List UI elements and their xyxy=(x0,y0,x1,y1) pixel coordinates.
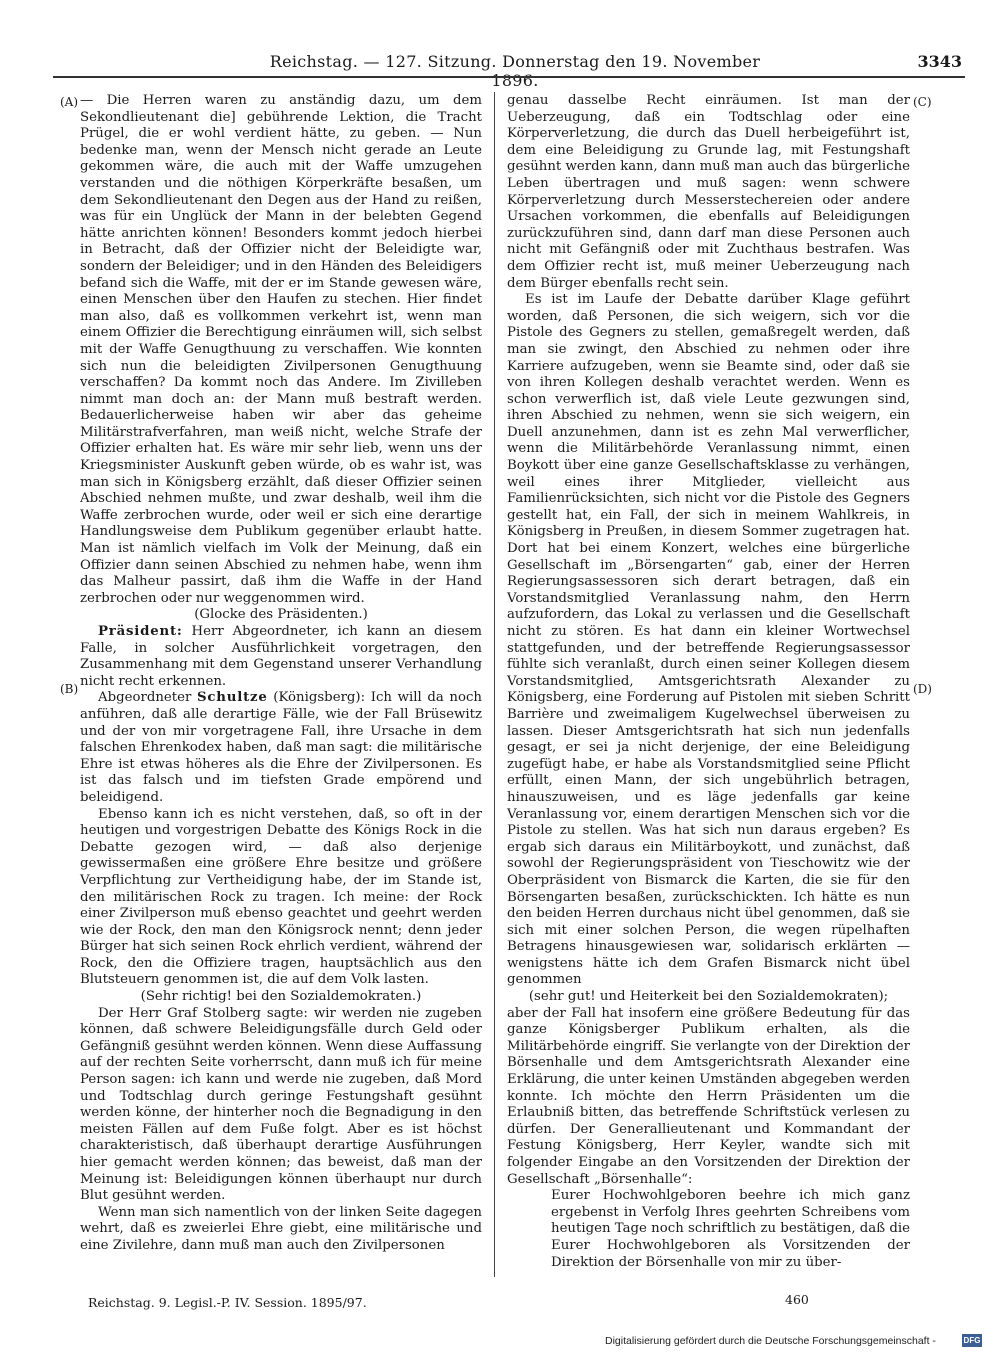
stage-direction: (sehr gut! und Heiterkeit bei den Sozialdemokraten); xyxy=(528,989,889,1005)
stage-direction: (Glocke des Präsidenten.) xyxy=(194,607,368,623)
right-column xyxy=(507,93,910,1271)
speaker-label: Präsident: xyxy=(98,624,183,639)
page-number: 3343 xyxy=(917,52,962,71)
margin-mark-a: (A) xyxy=(60,95,79,109)
running-title: Reichstag. — 127. Sitzung. Donnerstag den 19. November 1896. xyxy=(269,52,761,90)
remark-text: Herr Abgeordneter, ich kann an diesem Falle, in solcher Ausführlichkeit vorgetragen, den Zusammenhang mit dem Gegenstand unserer Verhandlung nicht recht erkennen. xyxy=(80,624,482,689)
paragraph: Es ist im Laufe der Debatte darüber Klage geführt worden, daß Personen, die sich weigern, sich vor die Pistole des Gegners zu stellen, gemaßregelt werden, daß man sie zwingt, den Abschied zu nehmen oder ihre Karriere aufzugeben, wenn sie Beamte sind, oder daß sie von ihren Kollegen deshalb verachtet werden. Wenn es schon verwerflich ist, daß viele Leute gezwungen sind, ihren Abschied zu nehmen, wenn sie sich weigern, ein Duell anzunehmen, dann ist es zehn Mal verwerflicher, wenn die Militärbehörde Veranlassung nimmt, einen Boykott über eine ganze Gesellschaftsklasse zu verhängen, weil eines ihrer Mitglieder, vielleicht aus Familienrücksichten, sich nicht vor die Pistole des Gegners gestellt hat, ein Fall, der sich in meinem Wahlkreis, in Königsberg in Preußen, in diesem Sommer zugetragen hat. Dort hat bei einem Konzert, welches eine bürgerliche Gesellschaft im „Börsengarten“ gab, einer der Herren Regierungsassessoren sich derart betragen, daß ein Vorstandsmitglied Veranlassung nahm, den Herrn aufzufordern, das Lokal zu verlassen und die Gesellschaft nicht zu stören. Es hat dann ein kleiner Wortwechsel stattgefunden, und der betreffende Regierungsassessor fühlte sich veranlaßt, durch einen seiner Kollegen diesem Vorstandsmitglied, Amtsgerichtsrath Alexander zu Königsberg, eine Forderung auf Pistolen mit sieben Schritt Barrière und zweimaligem Kugelwechsel überweisen zu lassen. Dieser Amtsgerichtsrath hat sich nun jedenfalls gesagt, er sei ja nicht derjenige, der eine Beleidigung zugefügt habe, er habe als Vorstandsmitglied seine Pflicht erfüllt, einen Mann, der sich ungebührlich betragen, hinauszuweisen, und es läge jedenfalls gar keine Veranlassung vor, einem derartigen Menschen sich vor die Pistole zu stellen. Was hat sich nun daraus ergeben? Es ergab sich daraus ein Militärboykott, und zunächst, daß sowohl der Regierungspräsident von Tieschowitz wie der Oberpräsident von Bismarck die Karten, die sie für den Börsengarten besaßen, zurückschickten. Ich hätte es nun den beiden Herren durchaus nicht übel genommen, daß sie sich mit einer solchen Person, die wegen rüpelhaften Betragens hinausgewiesen war, solidarisch erklärten — wenigstens hätte ich dem Grafen Bismarck nicht übel genommen xyxy=(507,292,910,988)
page-header xyxy=(30,52,980,90)
president-remark xyxy=(80,624,482,690)
digitization-note: Digitalisierung gefördert durch die Deutsche Forschungsgemeinschaft - xyxy=(605,1335,936,1347)
footer-signature: Reichstag. 9. Legisl.-P. IV. Session. 1895/97. xyxy=(88,1295,367,1310)
paragraph: — Die Herren waren zu anständig dazu, um dem Sekondlieutenant die] gebührende Lektion, die Tracht Prügel, die er wohl verdient hätte, zu geben. — Nun bedenke man, wenn der Mensch nicht gerade an Leute gekommen wäre, die auch mit der Waffe umzugehen verstanden und die nöthigen Körperkräfte besaßen, um dem Sekondlieutenant den Degen aus der Hand zu reißen, was für ein Unglück der Mann in der belebten Gegend hätte anrichten können! Besonders kommt jedoch hierbei in Betracht, daß der Offizier nicht der Beleidigte war, sondern der Beleidiger; und in den Händen des Beleidigers befand sich die Waffe, mit der er im Stande gewesen wäre, einen Menschen über den Haufen zu stechen. Hier findet man also, daß es vollkommen verkehrt ist, wenn man einem Offizier die Berechtigung einräumen will, sich selbst mit der Waffe Genugthuung zu verschaffen. Wie konnten sich nun die beleidigten Zivilpersonen Genugthuung verschaffen? Da kommt noch das Andere. Im Zivilleben nimmt man doch an: der Mann muß bestraft werden. Bedauerlicherweise haben wir aber das geheime Militärstrafverfahren, man weiß nicht, welche Strafe der Offizier erhalten hat. Es wäre mir sehr lieb, wenn uns der Kriegsminister Auskunft geben würde, ob es wahr ist, was man sich in Königsberg erzählt, daß dieser Offizier seinen Abschied nehmen mußte, und zwar deshalb, weil ihm die Waffe zerbrochen wurde, oder weil er sich eine derartige Handlungsweise dem Publikum gegenüber erlaubt hatte. Man ist nämlich vielfach im Volk der Meinung, daß ein Offizier dann seinen Abschied zu nehmen habe, wenn ihm das Malheur passirt, daß ihm die Waffe in der Hand zerbrochen oder nur weggenommen wird. xyxy=(80,93,482,606)
column-divider xyxy=(494,92,495,1277)
paragraph: aber der Fall hat insofern eine größere Bedeutung für das ganze Königsberger Publikum erhalten, als die Militärbehörde eingriff. Sie verlangte von der Direktion der Börsenhalle und dem Amtsgerichtsrath Alexander eine Erklärung, die unter keinen Umständen abgegeben werden konnte. Ich möchte den Herrn Präsidenten um die Erlaubniß bitten, das betreffende Schriftstück verlesen zu dürfen. Der Generallieutenant und Kommandant der Festung Königsberg, Herr Keyler, wandte sich mit folgender Eingabe an den Vorsitzenden der Direktion der Gesellschaft „Börsenhalle“: xyxy=(507,1005,910,1187)
quoted-letter: Eurer Hochwohlgeboren beehre ich mich ganz ergebenst in Verfolg Ihres geehrten Schreibens vom heutigen Tage noch schriftlich zu bestätigen, daß die Eurer Hochwohlgeboren als Vorsitzenden der Direktion der Börsenhalle von mir zu über- xyxy=(551,1188,910,1270)
margin-mark-b: (B) xyxy=(60,682,79,696)
margin-mark-c: (C) xyxy=(913,95,932,109)
stage-direction: (Sehr richtig! bei den Sozialdemokraten.) xyxy=(140,989,422,1005)
paragraph: Der Herr Graf Stolberg sagte: wir werden nie zugeben können, daß schwere Beleidigungsfälle durch Geld oder Gefängniß gesühnt werden können. Wenn diese Auffassung auf der rechten Seite vorherrscht, dann muß ich für meine Person sagen: ich kann und werde nie zugeben, daß Mord und Todtschlag durch geringe Festungshaft gesühnt werden könne, der hinterher noch die Begnadigung in den meisten Fällen auf dem Fuße folgt. Aber es ist höchst charakteristisch, daß überhaupt derartige Ausführungen hier gemacht werden können; das beweist, daß man der Meinung ist: Beleidigungen können überhaupt nur durch Blut gesühnt werden. xyxy=(80,1005,482,1204)
speaker-prefix: Abgeordneter xyxy=(98,690,192,706)
paragraph: Ebenso kann ich es nicht verstehen, daß, so oft in der heutigen und vorgestrigen Debatte des Königs Rock in die Debatte gezogen wird, — daß also derjenige gewissermaßen eine größere Ehre besitze und größere Verpflichtung zur Vertheidigung habe, der im Stande ist, den militärischen Rock zu tragen. Ich meine: der Rock einer Zivilperson muß ebenso geachtet und geehrt werden wie der Rock, den man den Königsrock nennt; denn jeder Bürger hat sich seinen Rock ehrlich verdient, während der Rock, den die Offiziere tragen, hauptsächlich aus den Blutsteuern genommen ist, die auf dem Volk lasten. xyxy=(80,806,482,988)
margin-mark-d: (D) xyxy=(913,682,932,696)
header-rule xyxy=(53,76,965,78)
speaker-name: Schultze xyxy=(197,690,268,706)
sheet-number: 460 xyxy=(785,1292,809,1307)
paragraph: genau dasselbe Recht einräumen. Ist man der Ueberzeugung, daß ein Todtschlag oder eine Körperverletzung, die durch das Duell herbeigeführt ist, dem eine Beleidigung zu Grunde lag, mit Festungshaft gesühnt werden kann, dann muß man auch das bürgerliche Leben übertragen und muß sagen: wenn schwere Körperverletzung durch Messerstechereien oder andere Ursachen vorkommen, die ebenfalls auf Beleidigungen zurückzuführen sind, dann darf man diese Personen auch nicht mit Gefängniß oder mit Zuchthaus bestrafen. Was dem Offizier recht ist, muß meiner Ueberzeugung nach dem Bürger ebenfalls recht sein. xyxy=(507,93,910,291)
left-column xyxy=(80,93,482,1255)
paragraph: Wenn man sich namentlich von der linken Seite dagegen wehrt, daß es zweierlei Ehre giebt, eine militärische und eine Zivilehre, dann muß man auch den Zivilpersonen xyxy=(80,1204,482,1253)
dfg-logo: DFG xyxy=(963,1336,981,1345)
speech-text: (Königsberg): Ich will da noch anführen, daß alle derartige Fälle, wie der Fall Brüsewitz und der von mir vorgetragene Fall, ihre Ursache in dem falschen Ehrenkodex haben, daß man sagt: die militärische Ehre ist etwas höheres als die Ehre der Zivilpersonen. Es ist das falsch und im tiefsten Grade empörend und beleidigend. xyxy=(80,690,482,805)
deputy-speech xyxy=(80,690,482,806)
